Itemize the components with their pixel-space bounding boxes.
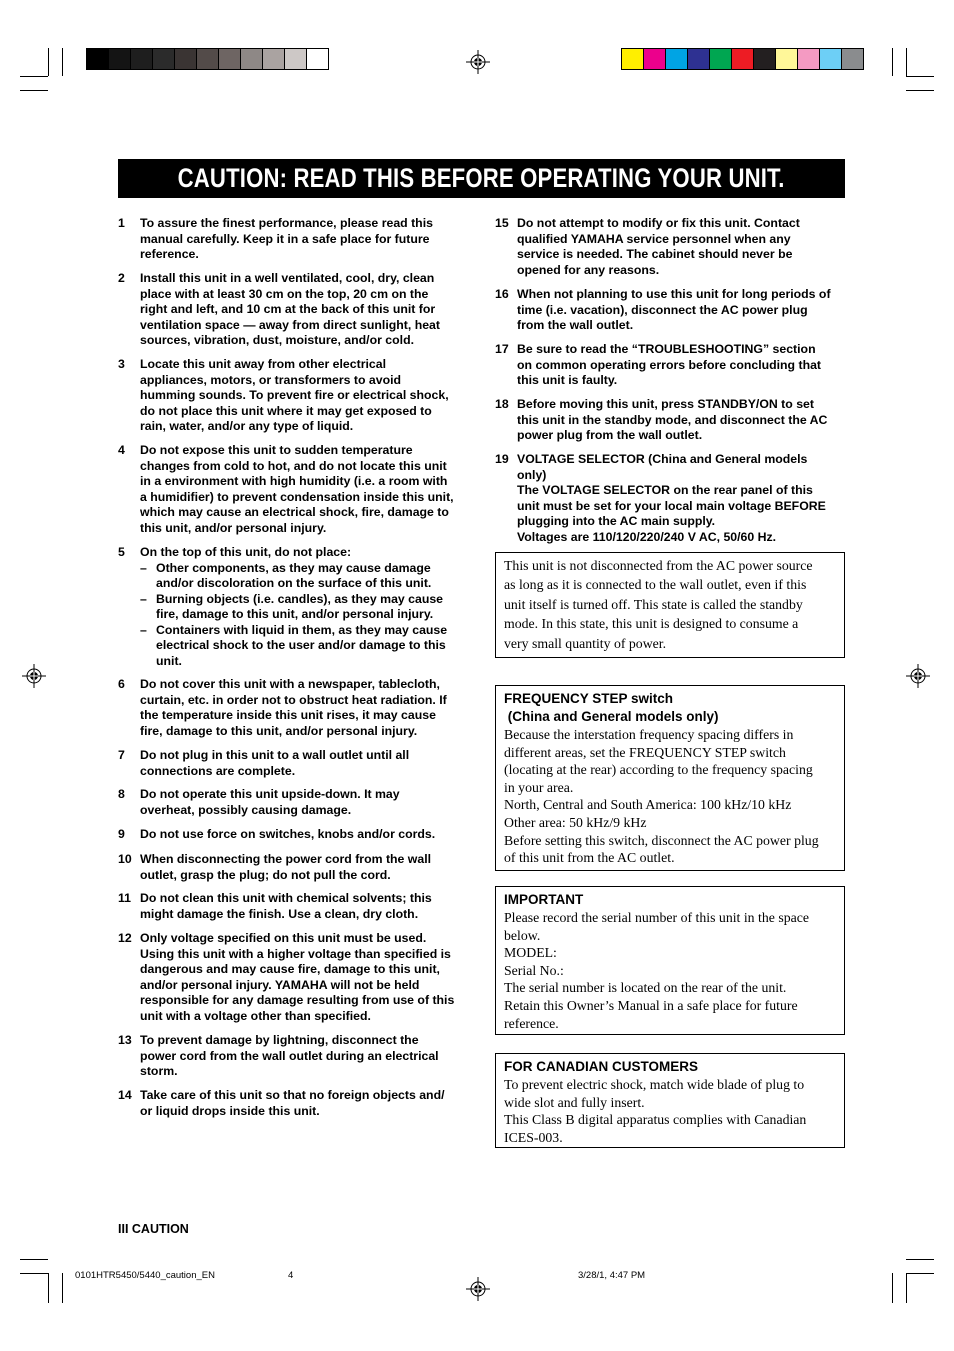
dash-bullet: – xyxy=(140,622,147,637)
caution-item-number: 17 xyxy=(495,342,509,356)
crop-mark xyxy=(20,1273,48,1274)
box-text-line: reference. xyxy=(504,1015,559,1031)
caution-item-line: appliances, motors, or transformers to avoid xyxy=(140,372,402,387)
caution-item-line: fire, damage to this unit, and/or personal injury. xyxy=(140,723,418,738)
crop-mark xyxy=(48,48,49,76)
caution-item-line: in a environment with high humidity (i.e. a room with xyxy=(140,474,448,488)
caution-item-line: Do not expose this unit to sudden temperature xyxy=(140,443,413,457)
caution-item-line: Do not plug in this unit to a wall outlet until all xyxy=(140,748,410,762)
caution-item-line: plugging into the AC main supply. xyxy=(517,514,716,528)
caution-item-line: ventilation space — away from direct sunlight, heat xyxy=(140,317,440,332)
caution-item-line: from the wall outlet. xyxy=(517,318,634,332)
caution-item-line: only) xyxy=(517,467,547,482)
box-text-line: The serial number is located on the rear of the unit. xyxy=(504,980,787,996)
crop-mark xyxy=(906,48,907,76)
crop-mark xyxy=(20,76,48,77)
caution-item-line: power cord from the wall outlet during an electrical xyxy=(140,1048,439,1063)
caution-item-number: 3 xyxy=(118,357,125,371)
caution-item-line: On the top of this unit, do not place: xyxy=(140,545,352,559)
caution-item-line: sources, vibration, dust, moisture, and/or cold. xyxy=(140,333,414,347)
standby-notice-text xyxy=(504,556,836,653)
caution-subitem-line: Burning objects (i.e. candles), as they may cause xyxy=(156,591,444,606)
crop-mark xyxy=(20,90,48,91)
caution-item-line: humming sounds. To prevent fire or electrical shock, xyxy=(140,388,449,402)
crop-mark xyxy=(892,48,893,76)
registration-mark-icon xyxy=(466,50,490,74)
caution-item-line: responsible for any damage resulting from use of this xyxy=(140,993,455,1007)
box-text-line: MODEL: xyxy=(504,945,557,961)
caution-item-line: Before moving this unit, press STANDBY/ON to set xyxy=(517,397,814,411)
caution-subitem-line: electrical shock to the user and/or damage to this xyxy=(156,638,446,652)
caution-item-number: 15 xyxy=(495,216,509,230)
crop-mark xyxy=(62,48,63,76)
page-footer-section: III CAUTION xyxy=(118,1222,189,1236)
box-text-line: ICES-003. xyxy=(504,1129,563,1145)
color-swatch xyxy=(241,49,263,69)
caution-item-number: 19 xyxy=(495,452,509,466)
slug-page-number: 4 xyxy=(288,1270,294,1281)
caution-item-line: unit must be set for your local main voltage BEFORE xyxy=(517,498,826,513)
caution-subitem-line: unit. xyxy=(156,653,182,668)
color-swatch xyxy=(688,49,710,69)
crop-mark xyxy=(906,1259,934,1260)
box-text-line: mode. In this state, this unit is designed to consume a xyxy=(504,616,799,632)
caution-item-number: 10 xyxy=(118,852,132,866)
crop-mark xyxy=(906,1273,934,1274)
box-text-line: of this unit from the AC outlet. xyxy=(504,850,675,866)
caution-item-line: opened for any reasons. xyxy=(517,262,660,277)
box-text-line: North, Central and South America: 100 kHz/10 kHz xyxy=(504,797,792,813)
box-text-line: wide slot and fully insert. xyxy=(504,1094,645,1110)
color-swatch xyxy=(109,49,131,69)
caution-item-line: dangerous and may cause fire, damage to this unit, xyxy=(140,962,440,976)
page-title-banner xyxy=(118,159,845,198)
caution-item-line: To assure the finest performance, please read this xyxy=(140,216,433,230)
box-text-line: (locating at the rear) according to the frequency spacing xyxy=(504,762,813,778)
color-swatch xyxy=(842,49,863,69)
caution-item-line: Do not use force on switches, knobs and/or cords. xyxy=(140,827,436,841)
caution-item-line: reference. xyxy=(140,247,199,261)
registration-mark-icon xyxy=(906,664,930,688)
caution-item-line: Be sure to read the “TROUBLESHOOTING” section xyxy=(517,342,816,356)
box-text-line: This unit is not disconnected from the AC power source xyxy=(504,558,813,573)
caution-item-number: 14 xyxy=(118,1088,132,1102)
caution-item-line: connections are complete. xyxy=(140,763,296,778)
box-title-line: FREQUENCY STEP switch xyxy=(504,691,674,706)
caution-item-line: service is needed. The cabinet should never be xyxy=(517,247,793,261)
caution-item-line: on common operating errors before concluding that xyxy=(517,357,822,372)
crop-mark xyxy=(62,1273,63,1303)
color-swatch xyxy=(732,49,754,69)
color-swatch xyxy=(754,49,776,69)
color-swatch xyxy=(622,49,644,69)
page-title: CAUTION: READ THIS BEFORE OPERATING YOUR UNIT. xyxy=(178,163,786,193)
important-title xyxy=(504,891,836,909)
box-text-line: as long as it is connected to the wall outlet, even if this xyxy=(504,577,807,593)
caution-item-line: might damage the finish. Use a clean, dry cloth. xyxy=(140,906,419,921)
caution-item-number: 11 xyxy=(118,891,131,905)
caution-subitem xyxy=(140,623,480,670)
box-text-line: Before setting this switch, disconnect the AC power plug xyxy=(504,832,819,848)
color-swatch xyxy=(263,49,285,69)
caution-item-line: overheat, possibly causing damage. xyxy=(140,802,352,817)
caution-item-line: time (i.e. vacation), disconnect the AC power plug xyxy=(517,302,808,317)
color-swatch xyxy=(776,49,798,69)
color-swatch xyxy=(798,49,820,69)
caution-item-line: To prevent damage by lightning, disconnect the xyxy=(140,1033,419,1047)
caution-item-number: 8 xyxy=(118,787,125,801)
box-text-line: in your area. xyxy=(504,779,574,795)
box-text-line: Serial No.: xyxy=(504,962,564,978)
grayscale-color-bar xyxy=(86,48,329,70)
caution-item-number: 9 xyxy=(118,827,125,841)
color-swatch xyxy=(666,49,688,69)
caution-item-number: 2 xyxy=(118,271,125,285)
caution-item-line: VOLTAGE SELECTOR (China and General models xyxy=(517,452,808,466)
crop-mark xyxy=(906,1273,907,1303)
crop-mark xyxy=(892,1273,893,1303)
color-swatch xyxy=(644,49,666,69)
box-text-line: below. xyxy=(504,927,541,943)
crop-mark xyxy=(20,1259,48,1260)
color-swatch xyxy=(219,49,241,69)
caution-item-number: 1 xyxy=(118,216,125,230)
color-swatch xyxy=(131,49,153,69)
caution-subitem-line: Containers with liquid in them, as they may cause xyxy=(156,622,448,637)
color-swatch xyxy=(153,49,175,69)
caution-item-number: 16 xyxy=(495,287,509,301)
caution-item-line: this unit, and/or personal injury. xyxy=(140,520,327,535)
color-swatch xyxy=(197,49,219,69)
caution-subitem-line: fire, damage to this unit, and/or personal injury. xyxy=(156,607,434,621)
caution-item-line: curtain, etc. in order not to obstruct heat radiation. If xyxy=(140,692,447,707)
caution-item-line: Voltages are 110/120/220/240 V AC, 50/60 Hz. xyxy=(517,529,777,544)
important-text xyxy=(504,909,836,1032)
caution-item-line: Take care of this unit so that no foreign objects and/ xyxy=(140,1088,445,1102)
caution-item-line: storm. xyxy=(140,1064,178,1078)
caution-item-line: this unit is faulty. xyxy=(517,373,618,387)
dash-bullet: – xyxy=(140,560,147,575)
caution-subitem-line: and/or discoloration on the surface of this unit. xyxy=(156,576,432,590)
caution-item-line: a humidifier) to prevent condensation inside this unit, xyxy=(140,489,454,504)
canadian-customers-text xyxy=(504,1076,836,1146)
color-swatch xyxy=(307,49,328,69)
canadian-customers-box xyxy=(495,1053,845,1148)
crop-mark xyxy=(48,1273,49,1303)
caution-item-line: When disconnecting the power cord from the wall xyxy=(140,852,432,866)
crop-mark xyxy=(906,90,934,91)
caution-item-line: Do not clean this unit with chemical solvents; this xyxy=(140,891,432,905)
process-color-bar xyxy=(621,48,864,70)
box-text-line: This Class B digital apparatus complies with Canadian xyxy=(504,1112,807,1128)
caution-item-line: manual carefully. Keep it in a safe place for future xyxy=(140,231,430,246)
box-text-line: Because the interstation frequency spacing differs in xyxy=(504,727,794,742)
box-text-line: Retain this Owner’s Manual in a safe place for future xyxy=(504,997,798,1013)
canadian-customers-title xyxy=(504,1058,836,1076)
caution-item-line: Do not operate this unit upside-down. It may xyxy=(140,787,400,801)
caution-item-line: the temperature inside this unit rises, it may cause xyxy=(140,708,436,722)
box-title-line: FOR CANADIAN CUSTOMERS xyxy=(504,1059,699,1074)
caution-item-line: which may cause an electrical shock, fire, damage to xyxy=(140,505,449,519)
caution-subitem xyxy=(140,592,480,623)
caution-item-line: this unit in the standby mode, and disconnect the AC xyxy=(517,412,828,427)
caution-subitem xyxy=(140,561,480,592)
caution-item-line: do not place this unit where it may get exposed to xyxy=(140,403,432,418)
box-text-line: unit itself is turned off. This state is called the standby xyxy=(504,596,803,612)
box-text-line: different areas, set the FREQUENCY STEP switch xyxy=(504,744,786,760)
box-text-line: To prevent electric shock, match wide blade of plug to xyxy=(504,1077,805,1092)
caution-item-number: 12 xyxy=(118,931,132,945)
caution-item-number: 4 xyxy=(118,443,125,457)
caution-item-line: When not planning to use this unit for long periods of xyxy=(517,287,831,301)
caution-item-number: 7 xyxy=(118,748,125,762)
box-text-line: very small quantity of power. xyxy=(504,635,667,651)
caution-item-line: Do not attempt to modify or fix this unit. Contact xyxy=(517,216,800,230)
registration-mark-icon xyxy=(466,1277,490,1301)
color-swatch xyxy=(175,49,197,69)
caution-item-number: 13 xyxy=(118,1033,132,1047)
caution-item-line: Only voltage specified on this unit must be used. xyxy=(140,931,427,945)
caution-item-line: power plug from the wall outlet. xyxy=(517,428,703,442)
caution-item-line: qualified YAMAHA service personnel when any xyxy=(517,231,791,246)
color-swatch xyxy=(285,49,307,69)
caution-item-number: 18 xyxy=(495,397,509,411)
caution-item-line: Install this unit in a well ventilated, cool, dry, clean xyxy=(140,271,435,285)
frequency-step-title xyxy=(504,690,836,726)
caution-item-line: or liquid drops inside this unit. xyxy=(140,1103,320,1118)
caution-item-line: rain, water, and/or any type of liquid. xyxy=(140,419,354,433)
color-swatch xyxy=(710,49,732,69)
important-box xyxy=(495,886,845,1035)
standby-notice-box xyxy=(495,552,845,658)
color-swatch xyxy=(820,49,842,69)
frequency-step-text xyxy=(504,726,836,867)
dash-bullet: – xyxy=(140,591,147,606)
box-text-line: Please record the serial number of this unit in the space xyxy=(504,910,809,925)
slug-filename: 0101HTR5450/5440_caution_EN xyxy=(75,1270,215,1281)
caution-subitem-line: Other components, as they may cause damage xyxy=(156,560,431,575)
frequency-step-box xyxy=(495,685,845,871)
crop-mark xyxy=(906,76,934,77)
caution-item-line: right and left, and 10 cm at the back of this unit for xyxy=(140,302,436,316)
box-title-line: (China and General models only) xyxy=(504,709,719,724)
caution-item-line: Locate this unit away from other electrical xyxy=(140,357,387,371)
box-title-line: IMPORTANT xyxy=(504,892,584,907)
caution-item-line: outlet, grasp the plug; do not pull the cord. xyxy=(140,867,391,882)
caution-item-line: Using this unit with a higher voltage than specified is xyxy=(140,946,451,961)
caution-item-line: changes from cold to hot, and do not locate this unit xyxy=(140,458,447,473)
caution-item-number: 6 xyxy=(118,677,125,691)
box-text-line: Other area: 50 kHz/9 kHz xyxy=(504,814,647,830)
caution-item-line: The VOLTAGE SELECTOR on the rear panel of this xyxy=(517,483,813,497)
caution-item-line: unit with a voltage other than specified. xyxy=(140,1008,371,1023)
slug-timestamp: 3/28/1, 4:47 PM xyxy=(578,1270,646,1281)
caution-item-line: Do not cover this unit with a newspaper, tablecloth, xyxy=(140,677,440,691)
registration-mark-icon xyxy=(22,664,46,688)
caution-item-line: place with at least 30 cm on the top, 20 cm on the xyxy=(140,286,429,301)
caution-item-number: 5 xyxy=(118,545,125,559)
caution-item-line: and/or personal injury. YAMAHA will not be held xyxy=(140,977,420,992)
color-swatch xyxy=(87,49,109,69)
